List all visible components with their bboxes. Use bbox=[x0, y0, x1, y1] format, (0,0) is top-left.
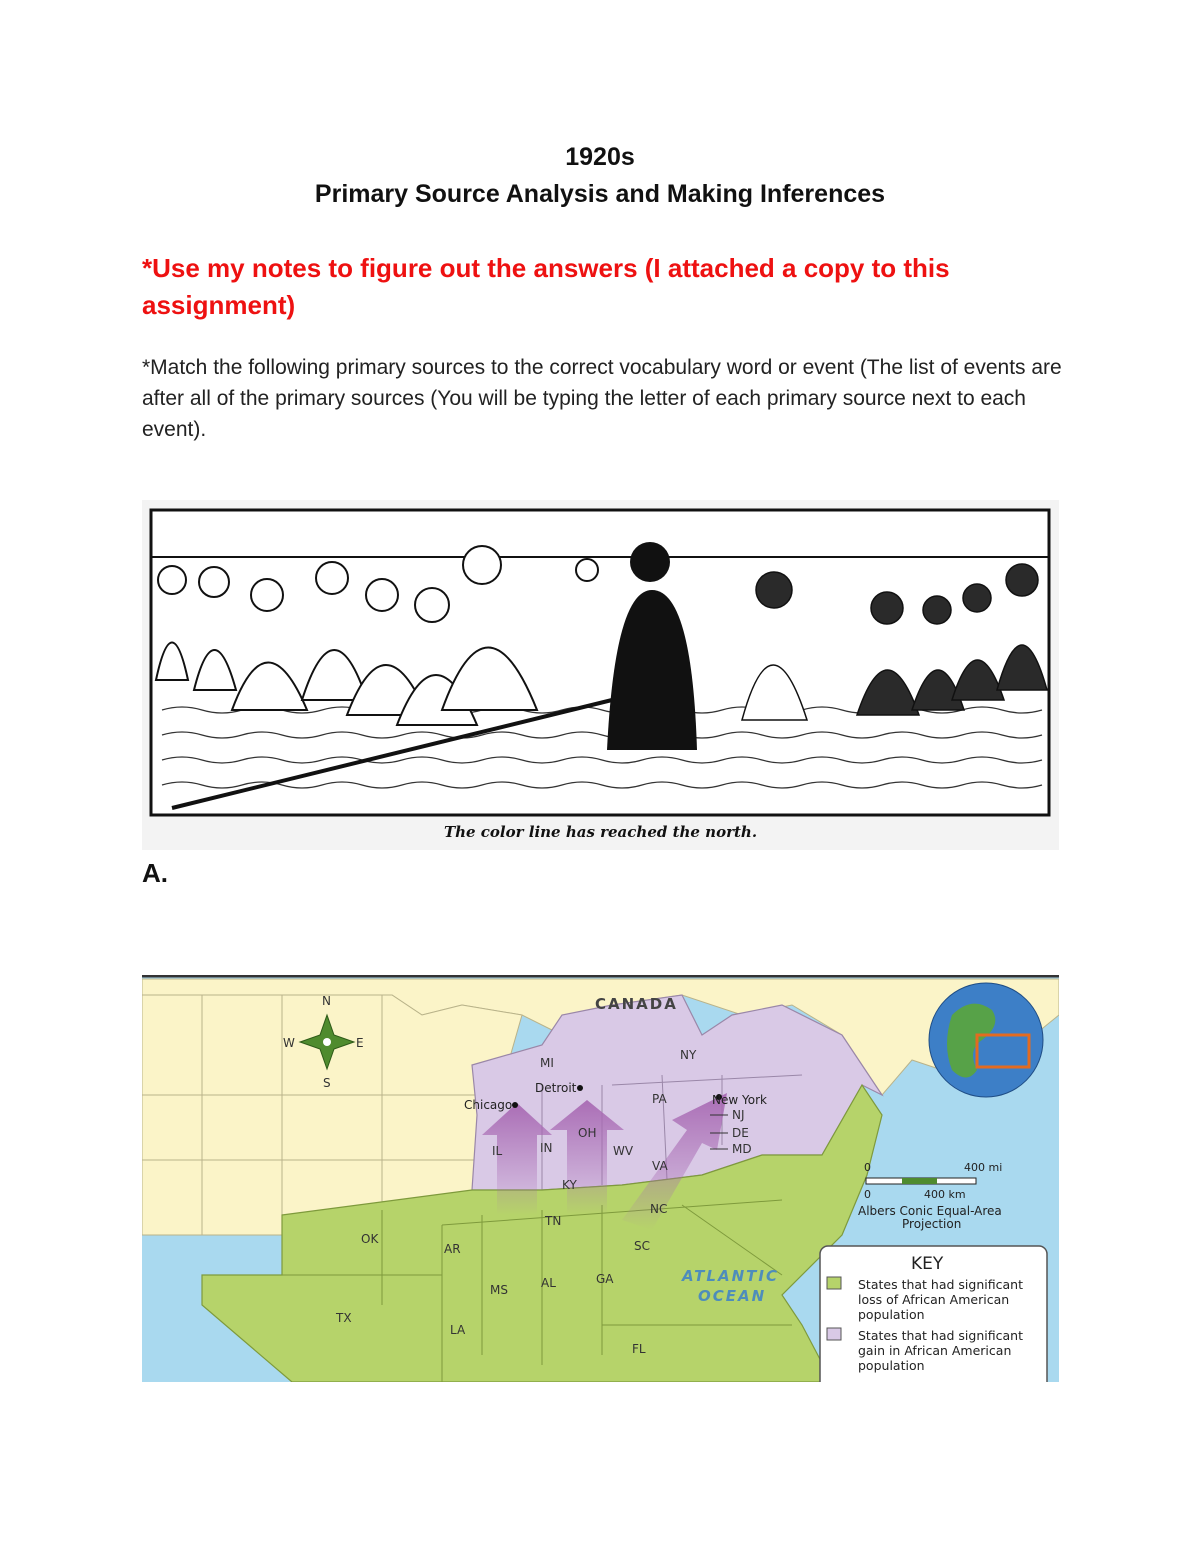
state-ga: GA bbox=[596, 1272, 614, 1286]
key-loss-line-2: loss of African American bbox=[858, 1292, 1010, 1307]
great-migration-map bbox=[142, 975, 1059, 1382]
ocean-label-2: OCEAN bbox=[698, 1287, 767, 1305]
state-fl: FL bbox=[632, 1342, 646, 1356]
state-al: AL bbox=[541, 1276, 556, 1290]
city-detroit: Detroit bbox=[535, 1081, 577, 1095]
projection-line-1: Albers Conic Equal-Area bbox=[858, 1204, 1002, 1218]
ocean-label-1: ATLANTIC bbox=[682, 1267, 779, 1285]
scale-mi: 400 mi bbox=[964, 1161, 1003, 1174]
state-nc: NC bbox=[650, 1202, 668, 1216]
state-ny: NY bbox=[680, 1048, 697, 1062]
state-sc: SC bbox=[634, 1239, 650, 1253]
source-label-a: A. bbox=[142, 858, 168, 888]
teacher-note: *Use my notes to figure out the answers (I attached a copy to this assignment) bbox=[142, 253, 950, 320]
key-title: KEY bbox=[911, 1254, 944, 1274]
political-cartoon-image bbox=[142, 500, 1059, 850]
state-oh: OH bbox=[578, 1126, 597, 1140]
globe-icon bbox=[929, 983, 1043, 1097]
state-il: IL bbox=[492, 1144, 503, 1158]
state-ar: AR bbox=[444, 1242, 461, 1256]
compass-w: W bbox=[283, 1036, 295, 1050]
city-chicago: Chicago bbox=[464, 1098, 513, 1112]
key-loss-line-3: population bbox=[858, 1307, 925, 1322]
scale-km: 400 km bbox=[924, 1188, 966, 1201]
state-tn: TN bbox=[545, 1214, 562, 1228]
state-de: DE bbox=[732, 1126, 749, 1140]
key-loss-line-1: States that had significant bbox=[858, 1277, 1023, 1292]
key-gain-line-2: gain in African American bbox=[858, 1343, 1012, 1358]
key-gain-line-3: population bbox=[858, 1358, 925, 1373]
state-ok: OK bbox=[361, 1232, 379, 1246]
city-new-york: New York bbox=[712, 1093, 767, 1107]
state-nj: NJ bbox=[732, 1108, 745, 1122]
state-tx: TX bbox=[336, 1311, 352, 1325]
cartoon-caption: The color line has reached the north. bbox=[443, 823, 758, 841]
key-gain-line-1: States that had significant bbox=[858, 1328, 1023, 1343]
state-pa: PA bbox=[652, 1092, 667, 1106]
state-ms: MS bbox=[490, 1283, 508, 1297]
projection-line-2: Projection bbox=[902, 1217, 962, 1231]
state-ky: KY bbox=[562, 1178, 577, 1192]
state-la: LA bbox=[450, 1323, 466, 1337]
document-subtitle: Primary Source Analysis and Making Inferences bbox=[314, 180, 886, 208]
state-mi: MI bbox=[540, 1056, 554, 1070]
compass-e: E bbox=[356, 1036, 364, 1050]
compass-n: N bbox=[322, 994, 331, 1008]
compass-s: S bbox=[323, 1076, 331, 1090]
map-key bbox=[820, 1246, 1047, 1382]
canada-label: CANADA bbox=[595, 995, 678, 1013]
document-title: 1920s bbox=[565, 143, 635, 171]
scale-zero-mi: 0 bbox=[864, 1161, 871, 1174]
scale-zero-km: 0 bbox=[864, 1188, 871, 1201]
state-wv: WV bbox=[613, 1144, 634, 1158]
state-md: MD bbox=[732, 1142, 752, 1156]
instructions-paragraph: *Match the following primary sources to the correct vocabulary word or event (The list of events are after all of the primary sources (You will be typing the letter of each primary source next to each event). bbox=[142, 356, 1062, 441]
state-va: VA bbox=[652, 1159, 668, 1173]
state-in: IN bbox=[540, 1141, 553, 1155]
